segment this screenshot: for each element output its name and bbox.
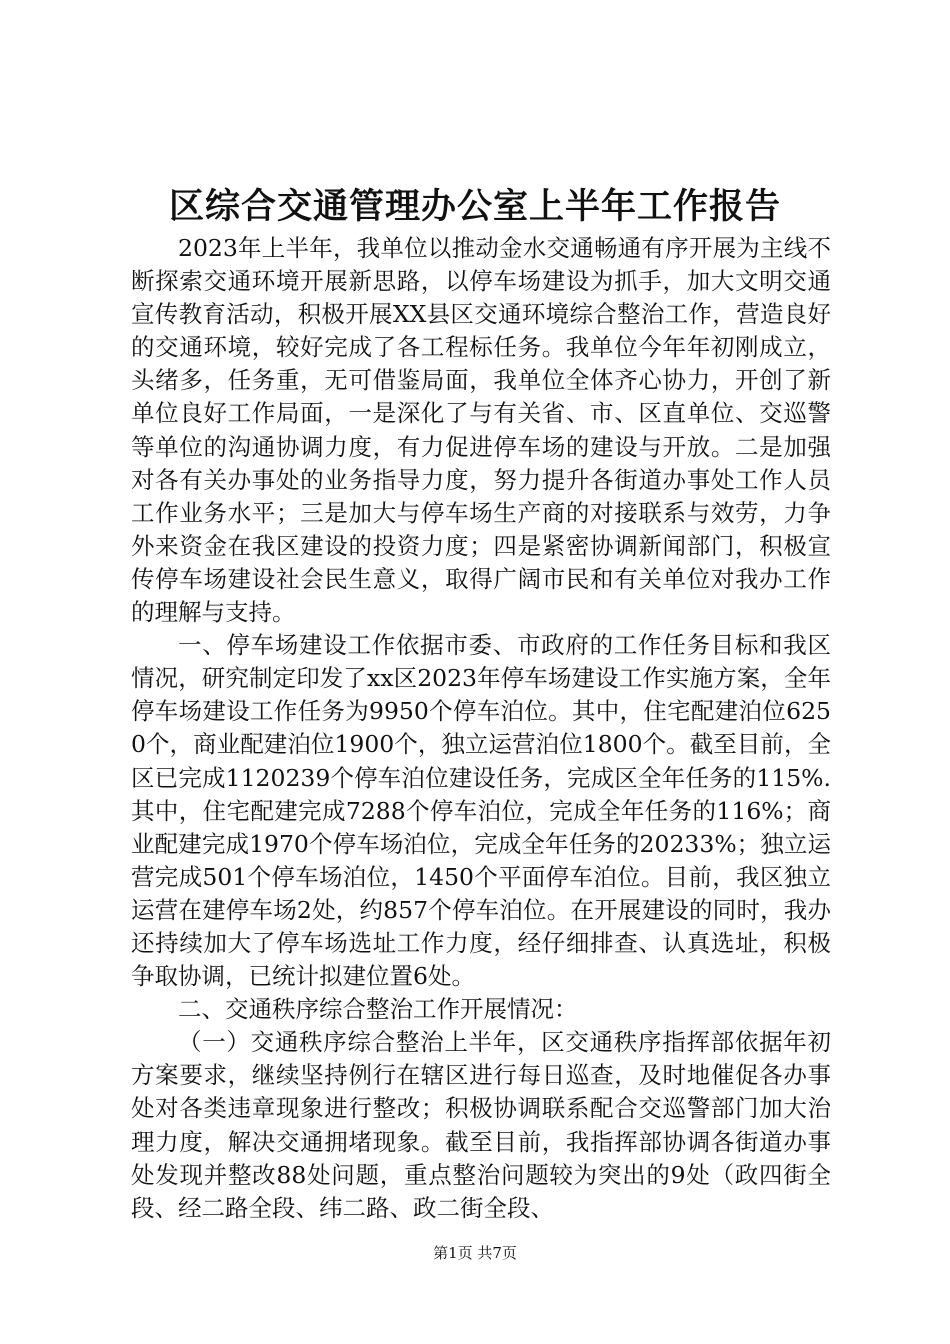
- document-title: 区综合交通管理办公室上半年工作报告: [168, 186, 781, 227]
- paragraph-traffic-order: （一）交通秩序综合整治上半年，区交通秩序指挥部依据年初方案要求，继续坚持例行在辖区进行每日巡查，及时地催促各办事处对各类违章现象进行整改；积极协调联系配合交巡警部门加大治理力度，解决交通拥堵现象。截至目前，我指挥部协调各街道办事处发现并整改88处问题，重点整治问题较为突出的9处（政四街全段、经二路全段、纬二路、政二街全段、: [131, 1028, 831, 1222]
- paragraph-parking-construction: 一、停车场建设工作依据市委、市政府的工作任务目标和我区情况，研究制定印发了xx区2023年停车场建设工作实施方案，全年停车场建设工作任务为9950个停车泊位。其中，住宅配建泊位6250个，商业配建泊位1900个，独立运营泊位1800个。截至目前，全区已完成1120239个停车泊位建设任务，完成区全年任务的115%.其中，住宅配建完成7288个停车泊位，完成全年任务的116%；商业配建完成1970个停车场泊位，完成全年任务的20233%；独立运营完成501个停车场泊位，1450个平面停车泊位。目前，我区独立运营在建停车场2处，约857个停车泊位。在开展建设的同时，我办还持续加大了停车场选址工作力度，经仔细排查、认真选址，积极争取协调，已统计拟建位置6处。: [131, 631, 831, 991]
- document-body: [131, 232, 831, 1225]
- paragraph-section-two-heading: 二、交通秩序综合整治工作开展情况：: [178, 995, 578, 1024]
- page-footer: 第1页 共7页: [433, 1244, 517, 1262]
- paragraph-intro: 2023年上半年，我单位以推动金水交通畅通有序开展为主线不断探索交通环境开展新思路，以停车场建设为抓手，加大文明交通宣传教育活动，积极开展XX县区交通环境综合整治工作，营造良好的交通环境，较好完成了各工程标任务。我单位今年年初刚成立，头绪多，任务重，无可借鉴局面，我单位全体齐心协力，开创了新单位良好工作局面，一是深化了与有关省、市、区直单位、交巡警等单位的沟通协调力度，有力促进停车场的建设与开放。二是加强对各有关办事处的业务指导力度，努力提升各街道办事处工作人员工作业务水平；三是加大与停车场生产商的对接联系与效劳，力争外来资金在我区建设的投资力度；四是紧密协调新闻部门，积极宣传停车场建设社会民生意义，取得广阔市民和有关单位对我办工作的理解与支持。: [131, 234, 831, 627]
